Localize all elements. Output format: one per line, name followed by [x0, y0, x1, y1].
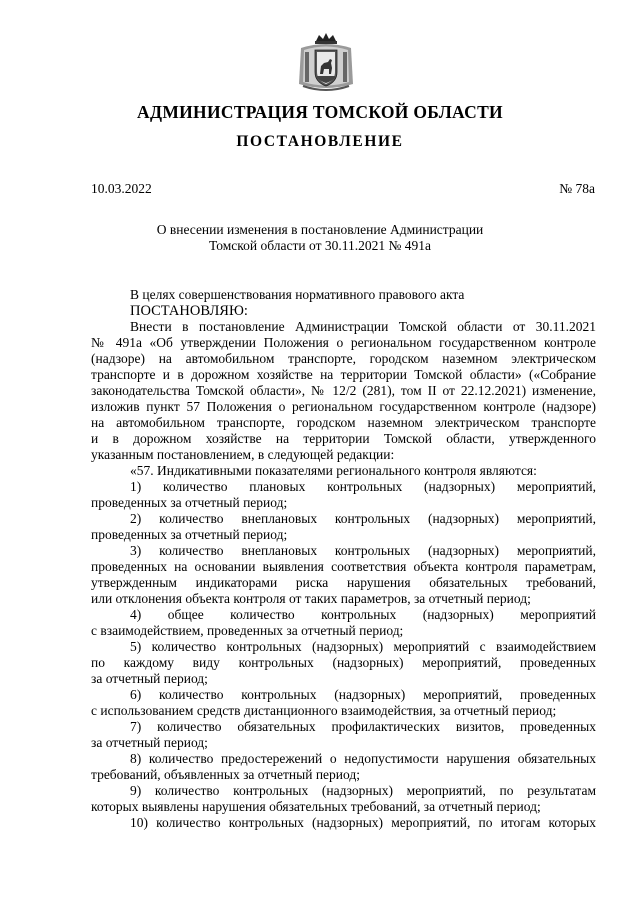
list-item-line: 7) количество обязательных профилактических визитов, проведенных [130, 719, 596, 734]
subject-line: Томской области от 30.11.2021 № 491а [209, 238, 431, 253]
list-item-line: 3) количество внеплановых контрольных (надзорных) мероприятий, [130, 543, 596, 558]
body-line: «57. Индикативными показателями регионального контроля являются: [130, 463, 537, 478]
organization-title: АДМИНИСТРАЦИЯ ТОМСКОЙ ОБЛАСТИ [137, 102, 503, 122]
document-subject [0, 222, 640, 254]
list-item-line: 10) количество контрольных (надзорных) мероприятий, по итогам которых [130, 815, 596, 830]
body-line: законодательства Томской области», № 12/2 (281), том II от 22.12.2021) изменение, [91, 383, 596, 398]
list-item-line: с использованием средств дистанционного взаимодействия, за отчетный период; [91, 703, 557, 718]
list-item-line: 8) количество предостережений о недопустимости нарушения обязательных [130, 751, 596, 766]
list-item-line: проведенных на основании выявления соответствия объекта контроля параметрам, [91, 559, 596, 574]
list-item-line: которых выявлены нарушения обязательных требований, за отчетный период; [91, 799, 541, 814]
list-item-line: 5) количество контрольных (надзорных) мероприятий с взаимодействием [130, 639, 596, 654]
document-type-heading: ПОСТАНОВЛЕНИЕ [236, 133, 404, 150]
document-number: № 78а [559, 181, 595, 196]
body-line: транспорте и в дорожном хозяйстве на территории Томской области» («Собрание [91, 367, 596, 382]
list-item-line: за отчетный период; [91, 735, 208, 750]
list-item-line: проведенных за отчетный период; [91, 495, 288, 510]
body-line: и в дорожном хозяйстве на территории Томской области, утвержденного [91, 431, 596, 446]
list-item-line: 9) количество контрольных (надзорных) мероприятий, по результатам [130, 783, 596, 798]
resolution-word: ПОСТАНОВЛЯЮ: [130, 303, 248, 319]
list-item-line: требований, объявленных за отчетный период; [91, 767, 360, 782]
coat-of-arms-icon [297, 32, 355, 94]
list-item-line: 2) количество внеплановых контрольных (надзорных) мероприятий, [130, 511, 596, 526]
body-line: изложив пункт 57 Положения о региональном государственном контроле (надзоре) [91, 399, 596, 414]
body-line: указанным постановлением, в следующей редакции: [91, 447, 395, 462]
body-line: Внести в постановление Администрации Томской области от 30.11.2021 [130, 319, 596, 334]
body-line: (надзоре) на автомобильном транспорте, городском наземном электрическом [91, 351, 596, 366]
list-item-line: по каждому виду контрольных (надзорных) мероприятий, проведенных [91, 655, 596, 670]
list-item-line: утвержденным индикаторами риска нарушения обязательных требований, [91, 575, 596, 590]
list-item-line: 1) количество плановых контрольных (надзорных) мероприятий, [130, 479, 596, 494]
list-item-line: или отклонения объекта контроля от таких параметров, за отчетный период; [91, 591, 531, 606]
body-line: В целях совершенствования нормативного правового акта [130, 287, 465, 302]
list-item-line: 6) количество контрольных (надзорных) мероприятий, проведенных [130, 687, 596, 702]
body-line: № 491а «Об утверждении Положения о региональном государственном контроле [91, 335, 596, 350]
list-item-line: проведенных за отчетный период; [91, 527, 288, 542]
list-item-line: с взаимодействием, проведенных за отчетный период; [91, 623, 404, 638]
list-item-line: 4) общее количество контрольных (надзорных) мероприятий [130, 607, 596, 622]
document-date: 10.03.2022 [91, 181, 152, 196]
document-body [91, 287, 596, 831]
body-line: на автомобильном транспорте, городском наземном электрическом транспорте [91, 415, 596, 430]
subject-line: О внесении изменения в постановление Администрации [156, 222, 484, 237]
list-item-line: за отчетный период; [91, 671, 208, 686]
